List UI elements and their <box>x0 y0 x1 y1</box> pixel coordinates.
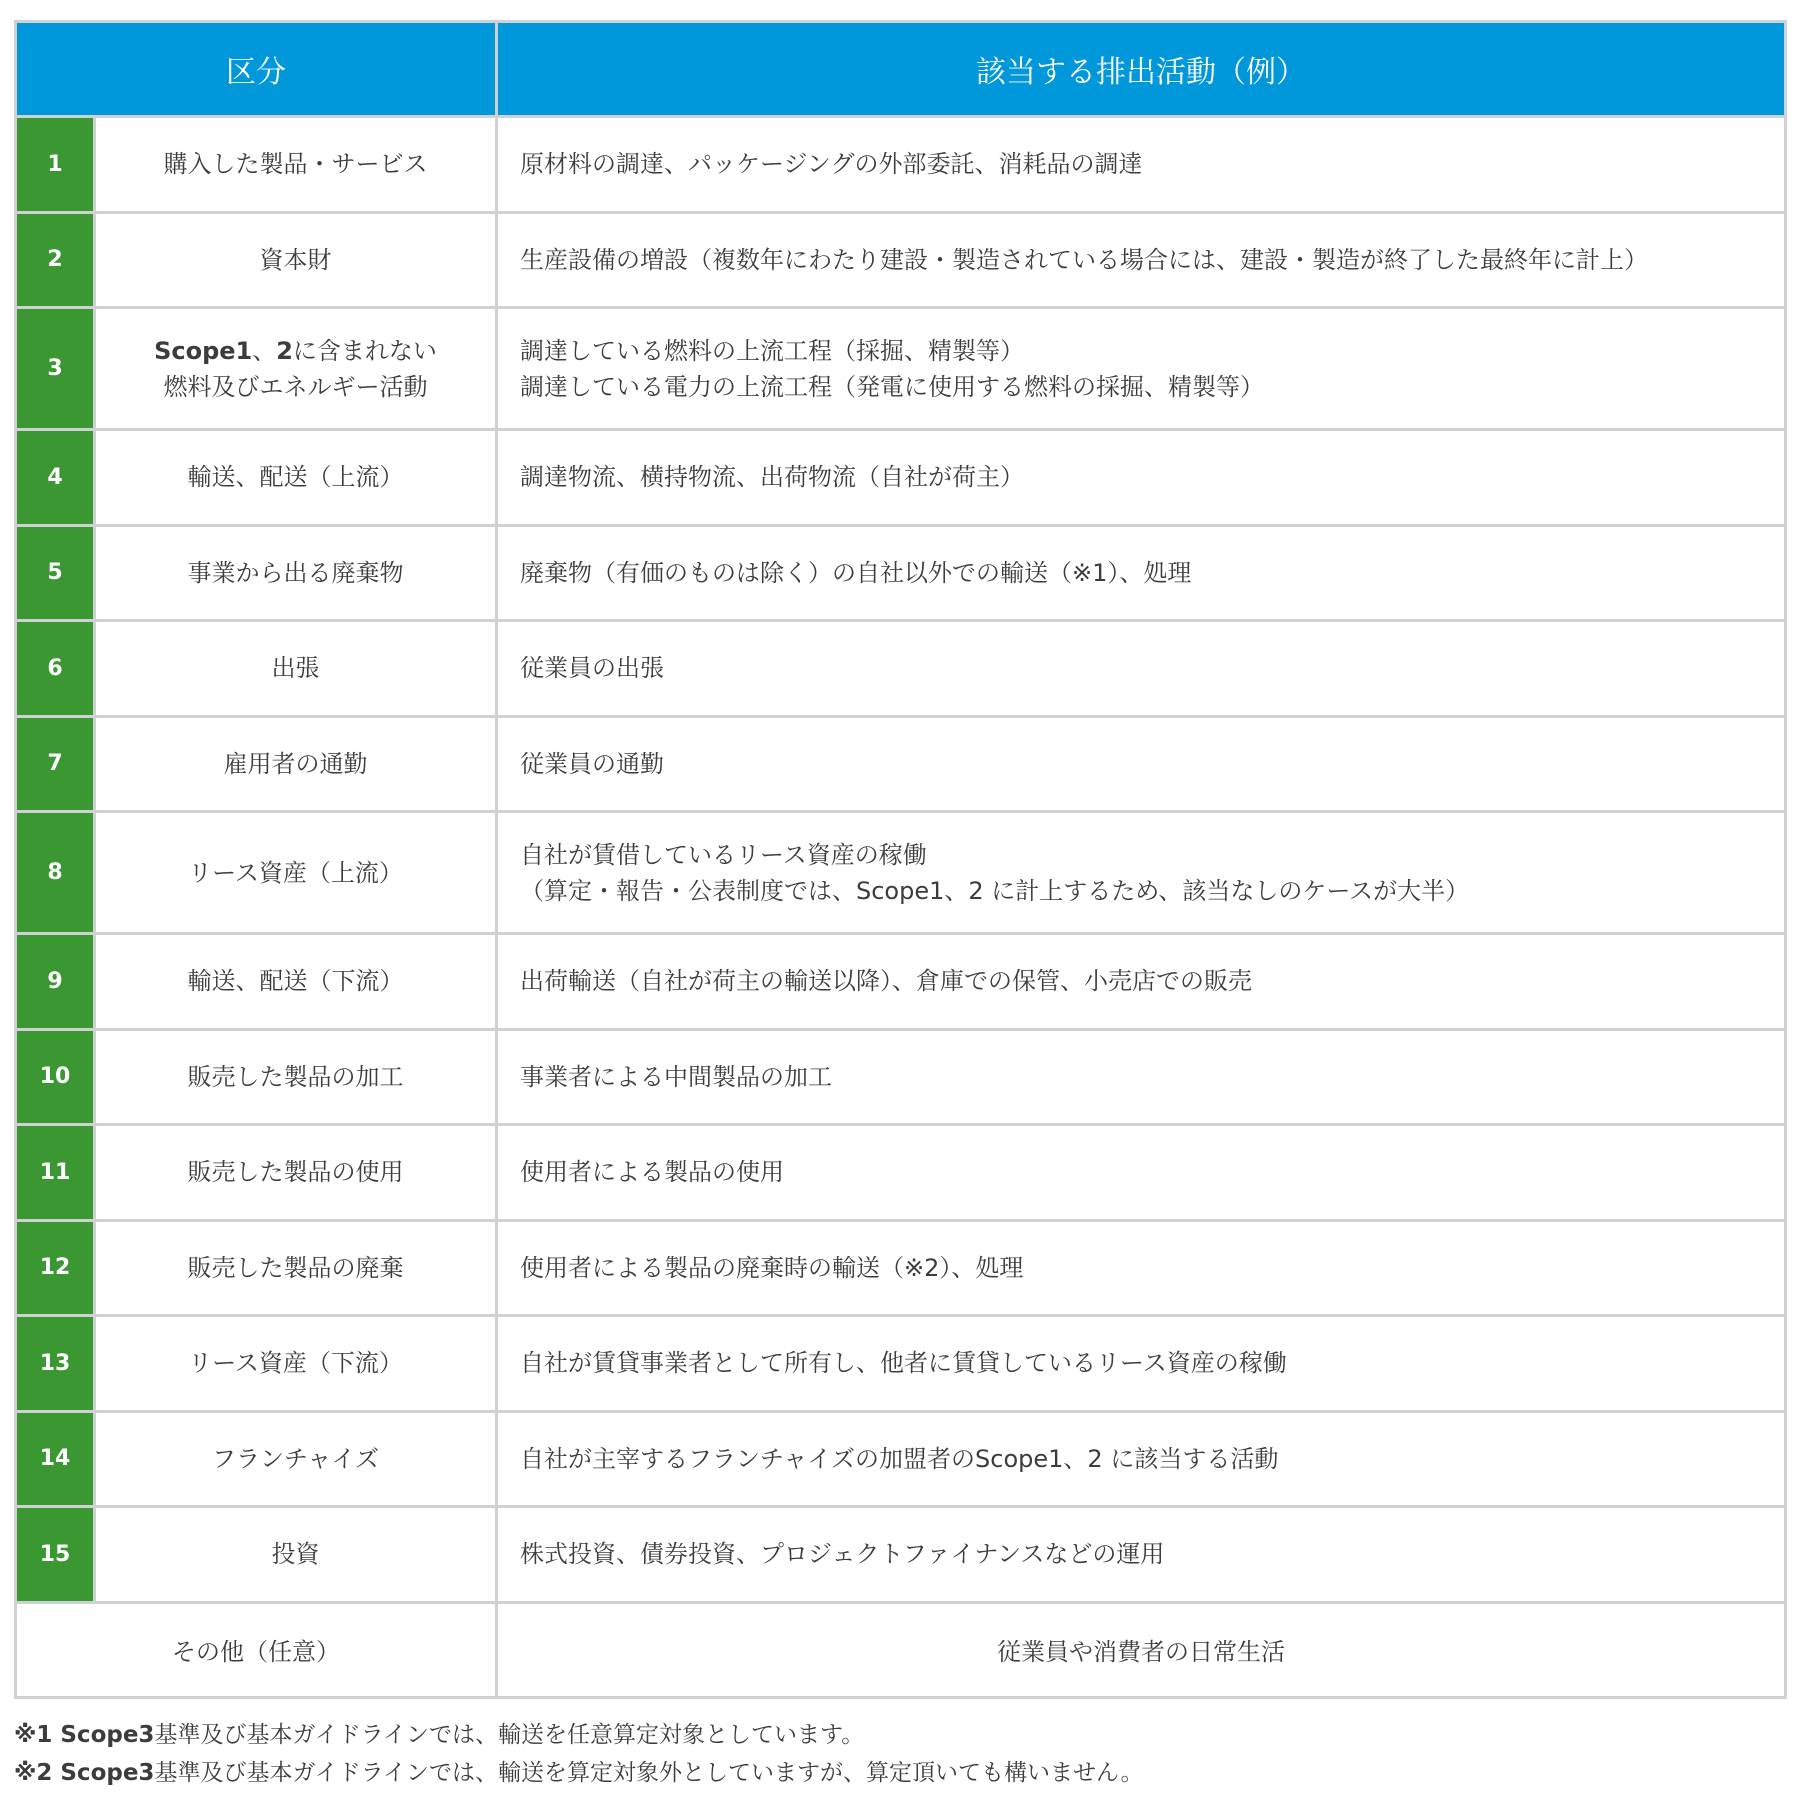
header-examples: 該当する排出活動（例） <box>497 22 1786 117</box>
footnote-1-text: 基準及び基本ガイドラインでは、輸送を任意算定対象としています。 <box>154 1722 865 1748</box>
row-number: 7 <box>16 716 95 812</box>
row-example: 従業員の出張 <box>497 621 1786 717</box>
table-row <box>16 525 1786 621</box>
row-example <box>497 812 1786 934</box>
row-example: 原材料の調達、パッケージングの外部委託、消耗品の調達 <box>497 117 1786 213</box>
row-example <box>497 308 1786 430</box>
row-category <box>95 308 497 430</box>
row-category: 出張 <box>95 621 497 717</box>
row-category: 資本財 <box>95 212 497 308</box>
table-row <box>16 308 1786 430</box>
table-row-other <box>16 1602 1786 1698</box>
row-example: 事業者による中間製品の加工 <box>497 1029 1786 1125</box>
row-category-line-1 <box>96 333 495 369</box>
row-number: 15 <box>16 1507 95 1603</box>
row-category: 輸送、配送（上流） <box>95 430 497 526</box>
table-header-row <box>16 22 1786 117</box>
other-category: その他（任意） <box>16 1602 497 1698</box>
row-category: 投資 <box>95 1507 497 1603</box>
row-number: 11 <box>16 1125 95 1221</box>
table-row <box>16 117 1786 213</box>
row-category: 輸送、配送（下流） <box>95 934 497 1030</box>
category-rest: に含まれない <box>292 336 437 365</box>
table-row <box>16 812 1786 934</box>
row-category-line-2: 燃料及びエネルギー活動 <box>163 372 428 401</box>
row-example: 自社が賃貸事業者として所有し、他者に賃貸しているリース資産の稼働 <box>497 1316 1786 1412</box>
row-example-line-1: 自社が賃借しているリース資産の稼働 <box>520 840 927 869</box>
row-category: 雇用者の通勤 <box>95 716 497 812</box>
footnote-2-text: 基準及び基本ガイドラインでは、輸送を算定対象外としていますが、算定頂いても構いません。 <box>154 1760 1144 1786</box>
row-example: 生産設備の増設（複数年にわたり建設・製造されている場合には、建設・製造が終了した最終年に計上） <box>497 212 1786 308</box>
table-row <box>16 430 1786 526</box>
table-row <box>16 212 1786 308</box>
footnote-2-prefix: ※2 Scope3 <box>14 1760 155 1786</box>
row-number: 1 <box>16 117 95 213</box>
row-number: 8 <box>16 812 95 934</box>
table-row <box>16 1220 1786 1316</box>
footnote-1 <box>14 1716 1784 1754</box>
row-example: 株式投資、債券投資、プロジェクトファイナンスなどの運用 <box>497 1507 1786 1603</box>
row-example: 使用者による製品の廃棄時の輸送（※2）、処理 <box>497 1220 1786 1316</box>
row-example: 従業員の通勤 <box>497 716 1786 812</box>
row-number: 2 <box>16 212 95 308</box>
footnote-1-prefix: ※1 Scope3 <box>14 1722 155 1748</box>
table-row <box>16 1316 1786 1412</box>
row-example-line-1: 調達している燃料の上流工程（採掘、精製等） <box>520 336 1024 365</box>
table-row <box>16 1411 1786 1507</box>
row-category: リース資産（上流） <box>95 812 497 934</box>
other-example: 従業員や消費者の日常生活 <box>497 1602 1786 1698</box>
row-number: 12 <box>16 1220 95 1316</box>
row-number: 6 <box>16 621 95 717</box>
row-number: 13 <box>16 1316 95 1412</box>
row-example: 廃棄物（有価のものは除く）の自社以外での輸送（※1）、処理 <box>497 525 1786 621</box>
row-example: 調達物流、横持物流、出荷物流（自社が荷主） <box>497 430 1786 526</box>
row-number: 5 <box>16 525 95 621</box>
table-row <box>16 621 1786 717</box>
table-row <box>16 1029 1786 1125</box>
table-row <box>16 1507 1786 1603</box>
table-row <box>16 934 1786 1030</box>
row-category: 事業から出る廃棄物 <box>95 525 497 621</box>
row-number: 14 <box>16 1411 95 1507</box>
row-category: フランチャイズ <box>95 1411 497 1507</box>
table-row <box>16 716 1786 812</box>
header-category: 区分 <box>16 22 497 117</box>
row-number: 4 <box>16 430 95 526</box>
row-number: 3 <box>16 308 95 430</box>
row-number: 10 <box>16 1029 95 1125</box>
row-number: 9 <box>16 934 95 1030</box>
row-category: 販売した製品の加工 <box>95 1029 497 1125</box>
scope1-label: Scope1 <box>154 336 253 365</box>
row-example-line-2: 調達している電力の上流工程（発電に使用する燃料の採掘、精製等） <box>520 372 1264 401</box>
scope3-category-table <box>14 20 1787 1699</box>
footnotes <box>14 1716 1784 1792</box>
table-row <box>16 1125 1786 1221</box>
category-separator: 、 <box>252 336 277 365</box>
scope2-label: 2 <box>276 336 293 365</box>
row-example: 自社が主宰するフランチャイズの加盟者のScope1、2 に該当する活動 <box>497 1411 1786 1507</box>
row-category: リース資産（下流） <box>95 1316 497 1412</box>
footnote-2 <box>14 1754 1784 1792</box>
row-category: 販売した製品の廃棄 <box>95 1220 497 1316</box>
row-example: 使用者による製品の使用 <box>497 1125 1786 1221</box>
row-category: 購入した製品・サービス <box>95 117 497 213</box>
row-category: 販売した製品の使用 <box>95 1125 497 1221</box>
row-example-line-2: （算定・報告・公表制度では、Scope1、2 に計上するため、該当なしのケースが大半） <box>520 876 1470 905</box>
row-example: 出荷輸送（自社が荷主の輸送以降）、倉庫での保管、小売店での販売 <box>497 934 1786 1030</box>
